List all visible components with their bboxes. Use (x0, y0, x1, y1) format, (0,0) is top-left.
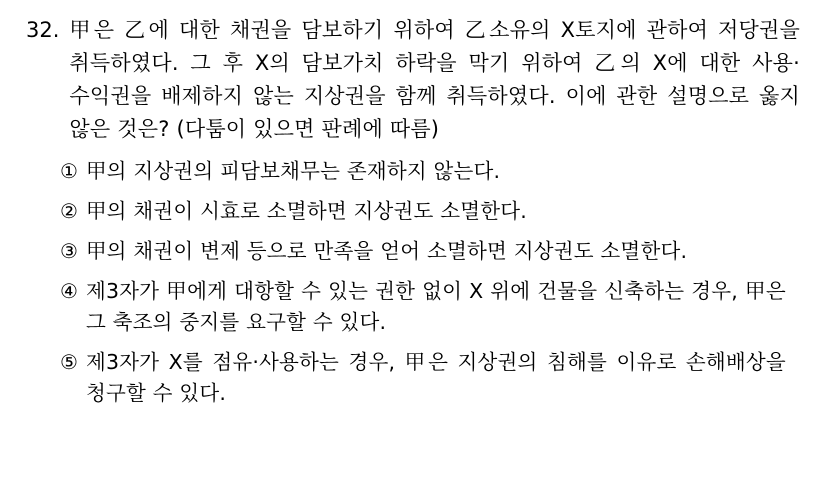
choice-text-4: 제3자가 甲에게 대항할 수 있는 권한 없이 X 위에 건물을 신축하는 경우, 甲은 그 축조의 중지를 요구할 수 있다. (85, 279, 786, 334)
choice-marker-4: ④ (60, 279, 78, 303)
choice-marker-5: ⑤ (60, 350, 78, 374)
question-stem: 甲은 乙에 대한 채권을 담보하기 위하여 乙소유의 X토지에 관하여 저당권을 취득하였다. 그 후 X의 담보가치 하락을 막기 위하여 乙의 X에 대한 사용·수익권을 배제하지 않는 지상권을 함께 취득하였다. 이에 관한 설명으로 옳지 않은 것은? (다툼이 있으면 판례에 따름) (69, 18, 800, 141)
question-block (26, 14, 800, 146)
choice-option-5[interactable] (60, 347, 800, 409)
choice-marker-1: ① (60, 159, 78, 183)
choice-option-4[interactable] (60, 276, 800, 338)
choice-text-2: 甲의 채권이 시효로 소멸하면 지상권도 소멸한다. (85, 199, 527, 223)
choice-marker-3: ③ (60, 239, 78, 263)
choice-text-1: 甲의 지상권의 피담보채무는 존재하지 않는다. (85, 159, 501, 183)
choice-list (26, 156, 800, 409)
choice-option-1[interactable] (60, 156, 800, 187)
choice-text-3: 甲의 채권이 변제 등으로 만족을 얻어 소멸하면 지상권도 소멸한다. (85, 239, 688, 263)
choice-option-3[interactable] (60, 236, 800, 267)
question-number: 32. (26, 18, 60, 42)
choice-marker-2: ② (60, 199, 78, 223)
choice-option-2[interactable] (60, 196, 800, 227)
choice-text-5: 제3자가 X를 점유·사용하는 경우, 甲은 지상권의 침해를 이유로 손해배상을 청구할 수 있다. (85, 350, 786, 405)
